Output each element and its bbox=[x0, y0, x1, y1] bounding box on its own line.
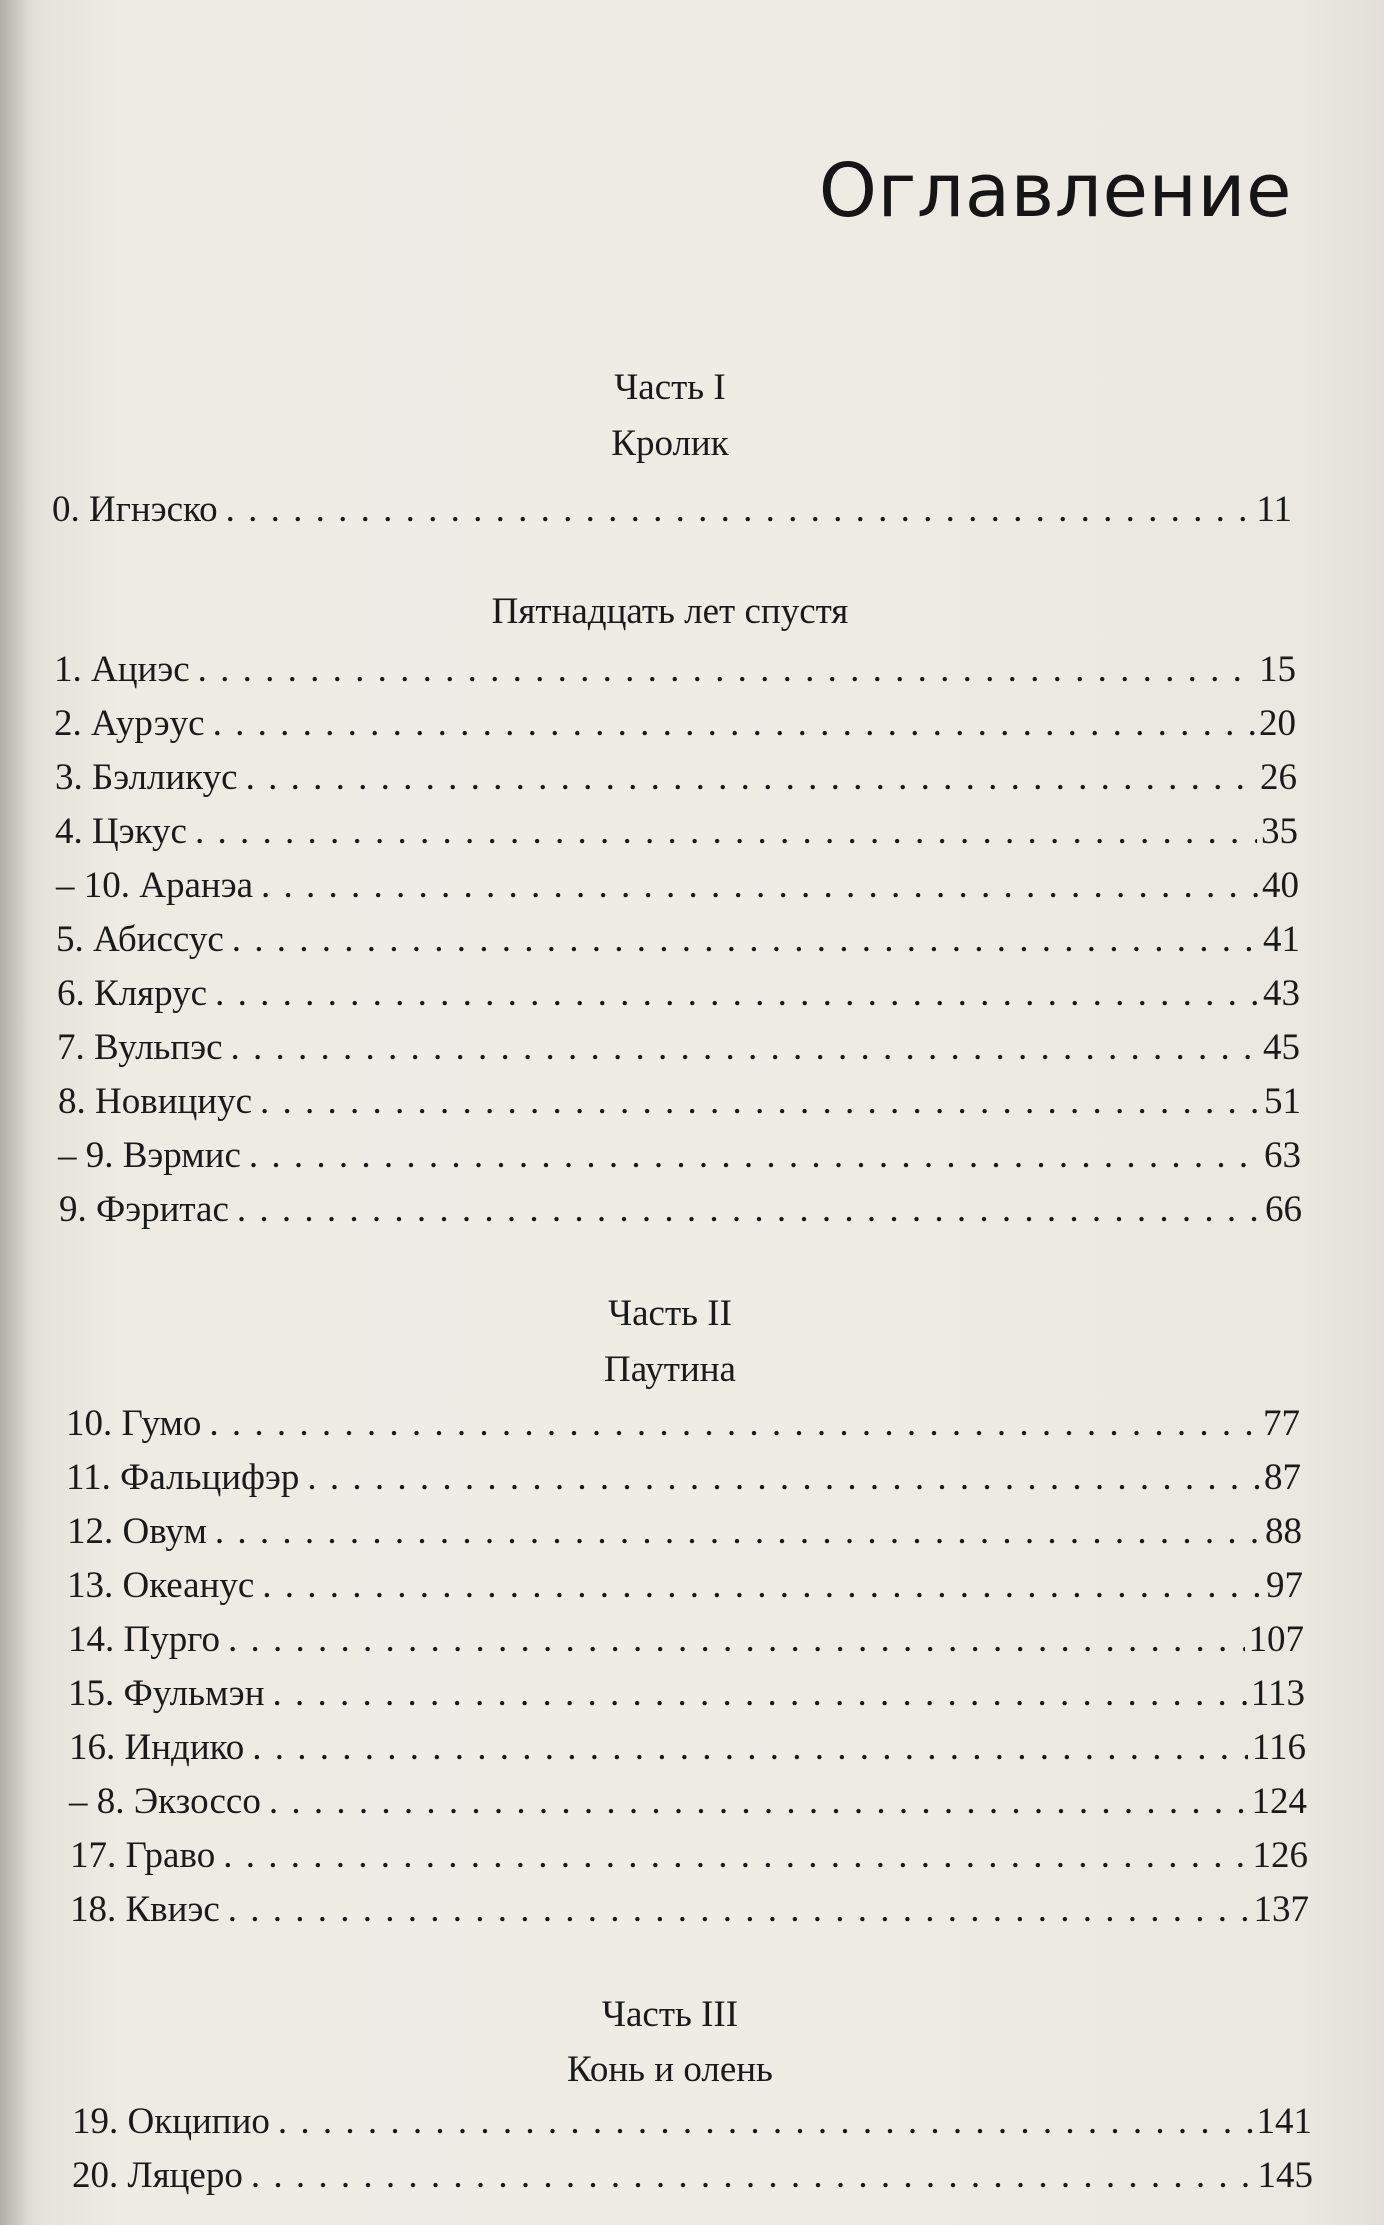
toc-entry-page: 77 bbox=[1263, 1403, 1300, 1444]
dot-leader bbox=[249, 1134, 1260, 1178]
toc-entry[interactable] bbox=[57, 972, 1300, 1016]
dot-leader bbox=[226, 488, 1253, 532]
toc-entry[interactable] bbox=[67, 1510, 1302, 1554]
toc-entry-page: 88 bbox=[1265, 1511, 1302, 1552]
dot-leader bbox=[262, 1564, 1262, 1608]
section-subtitle: Пятнадцать лет спустя bbox=[491, 591, 849, 632]
dot-leader bbox=[269, 1780, 1248, 1824]
dot-leader bbox=[228, 1888, 1250, 1932]
toc-entry[interactable] bbox=[54, 702, 1296, 746]
toc-entry[interactable] bbox=[55, 756, 1297, 800]
toc-entry[interactable] bbox=[58, 1134, 1301, 1178]
toc-entry-label: 11. Фальцифэр bbox=[66, 1457, 300, 1498]
toc-entry-label: 15. Фульмэн bbox=[68, 1673, 265, 1714]
dot-leader bbox=[198, 648, 1255, 692]
toc-entry[interactable] bbox=[68, 1672, 1305, 1716]
dot-leader bbox=[237, 1188, 1261, 1232]
dot-leader bbox=[213, 702, 1255, 746]
toc-entry-page: 137 bbox=[1253, 1889, 1309, 1930]
toc-entry-page: 145 bbox=[1257, 2155, 1313, 2196]
toc-entry-page: 126 bbox=[1252, 1835, 1308, 1876]
toc-entry-page: 141 bbox=[1256, 2101, 1312, 2142]
dot-leader bbox=[232, 918, 1259, 962]
toc-entry-label: 17. Граво bbox=[70, 1835, 216, 1876]
dot-leader bbox=[228, 1618, 1245, 1662]
toc-entry-page: 107 bbox=[1248, 1619, 1304, 1660]
toc-entry-page: 63 bbox=[1264, 1135, 1301, 1176]
dot-leader bbox=[278, 2100, 1253, 2144]
dot-leader bbox=[273, 1672, 1247, 1716]
toc-entry[interactable] bbox=[67, 1564, 1303, 1608]
toc-entry-page: 40 bbox=[1262, 865, 1299, 906]
toc-entry-label: 18. Квиэс bbox=[70, 1889, 220, 1930]
toc-entry-page: 43 bbox=[1263, 973, 1300, 1014]
toc-entry[interactable] bbox=[52, 488, 1292, 532]
toc-entry-label: – 10. Аранэа bbox=[56, 865, 253, 906]
toc-entry-page: 41 bbox=[1263, 919, 1300, 960]
dot-leader bbox=[209, 1402, 1259, 1446]
toc-entry-label: 6. Клярус bbox=[57, 973, 208, 1014]
toc-entry[interactable] bbox=[70, 1888, 1309, 1932]
toc-entry[interactable] bbox=[66, 1402, 1300, 1446]
part-subtitle: Кролик bbox=[611, 423, 729, 464]
toc-entry[interactable] bbox=[69, 1726, 1306, 1770]
toc-entry-page: 35 bbox=[1261, 811, 1298, 852]
toc-entry-page: 113 bbox=[1250, 1673, 1305, 1714]
toc-entry[interactable] bbox=[58, 1080, 1301, 1124]
dot-leader bbox=[261, 864, 1258, 908]
toc-entry-label: 20. Ляцеро bbox=[72, 2155, 243, 2196]
toc-entry-page: 51 bbox=[1264, 1081, 1301, 1122]
toc-entry-page: 15 bbox=[1259, 649, 1296, 690]
toc-entry-page: 87 bbox=[1264, 1457, 1301, 1498]
dot-leader bbox=[252, 1726, 1248, 1770]
toc-entry[interactable] bbox=[69, 1780, 1307, 1824]
toc-entry-label: 4. Цэкус bbox=[55, 811, 187, 852]
toc-entry[interactable] bbox=[72, 2100, 1312, 2144]
part-heading: Часть III bbox=[601, 1994, 739, 2035]
toc-entry[interactable] bbox=[66, 1456, 1301, 1500]
toc-entry-label: – 8. Экзоссо bbox=[69, 1781, 261, 1822]
toc-entry-label: 16. Индико bbox=[69, 1727, 245, 1768]
dot-leader bbox=[251, 2154, 1254, 2198]
toc-entry-page: 116 bbox=[1251, 1727, 1306, 1768]
toc-entry[interactable] bbox=[72, 2154, 1313, 2198]
dot-leader bbox=[223, 1834, 1248, 1878]
dot-leader bbox=[215, 972, 1259, 1016]
toc-entry[interactable] bbox=[54, 648, 1296, 692]
toc-entry[interactable] bbox=[68, 1618, 1304, 1662]
toc-entry[interactable] bbox=[56, 864, 1299, 908]
toc-title: Оглавление bbox=[818, 148, 1292, 234]
toc-entry-label: 8. Новициус bbox=[58, 1081, 253, 1122]
toc-entry-label: 10. Гумо bbox=[66, 1403, 202, 1444]
toc-entry-label: 5. Абиссус bbox=[56, 919, 224, 960]
toc-entry-page: 20 bbox=[1259, 703, 1296, 744]
toc-entry-label: 0. Игнэско bbox=[52, 489, 218, 530]
toc-entry-label: 2. Аурэус bbox=[54, 703, 205, 744]
toc-entry[interactable] bbox=[59, 1188, 1302, 1232]
toc-entry-label: 12. Овум bbox=[67, 1511, 207, 1552]
toc-entry-label: 13. Океанус bbox=[67, 1565, 255, 1606]
part-subtitle: Паутина bbox=[604, 1349, 736, 1390]
dot-leader bbox=[307, 1456, 1260, 1500]
toc-entry-page: 97 bbox=[1266, 1565, 1303, 1606]
toc-entry-label: 7. Вульпэс bbox=[57, 1027, 223, 1068]
toc-entry-page: 45 bbox=[1263, 1027, 1300, 1068]
toc-entry[interactable] bbox=[70, 1834, 1308, 1878]
part-heading: Часть I bbox=[614, 367, 726, 408]
toc-entry[interactable] bbox=[57, 1026, 1300, 1070]
toc-entry-page: 11 bbox=[1256, 489, 1292, 530]
dot-leader bbox=[260, 1080, 1260, 1124]
toc-entry-page: 124 bbox=[1251, 1781, 1307, 1822]
part-heading: Часть II bbox=[608, 1293, 732, 1334]
toc-entry-label: 9. Фэритас bbox=[59, 1189, 229, 1230]
dot-leader bbox=[246, 756, 1256, 800]
part-subtitle: Конь и олень bbox=[567, 2049, 773, 2090]
toc-entry-page: 26 bbox=[1260, 757, 1297, 798]
toc-entry[interactable] bbox=[55, 810, 1298, 854]
dot-leader bbox=[195, 810, 1257, 854]
dot-leader bbox=[215, 1510, 1261, 1554]
toc-entry-label: 1. Ациэс bbox=[54, 649, 190, 690]
toc-entry-label: 14. Пурго bbox=[68, 1619, 220, 1660]
toc-entry-label: 19. Окципио bbox=[72, 2101, 270, 2142]
toc-entry-label: – 9. Вэрмис bbox=[58, 1135, 241, 1176]
dot-leader bbox=[231, 1026, 1259, 1070]
toc-entry-page: 66 bbox=[1265, 1189, 1302, 1230]
toc-entry-label: 3. Бэлликус bbox=[55, 757, 238, 798]
toc-entry[interactable] bbox=[56, 918, 1300, 962]
